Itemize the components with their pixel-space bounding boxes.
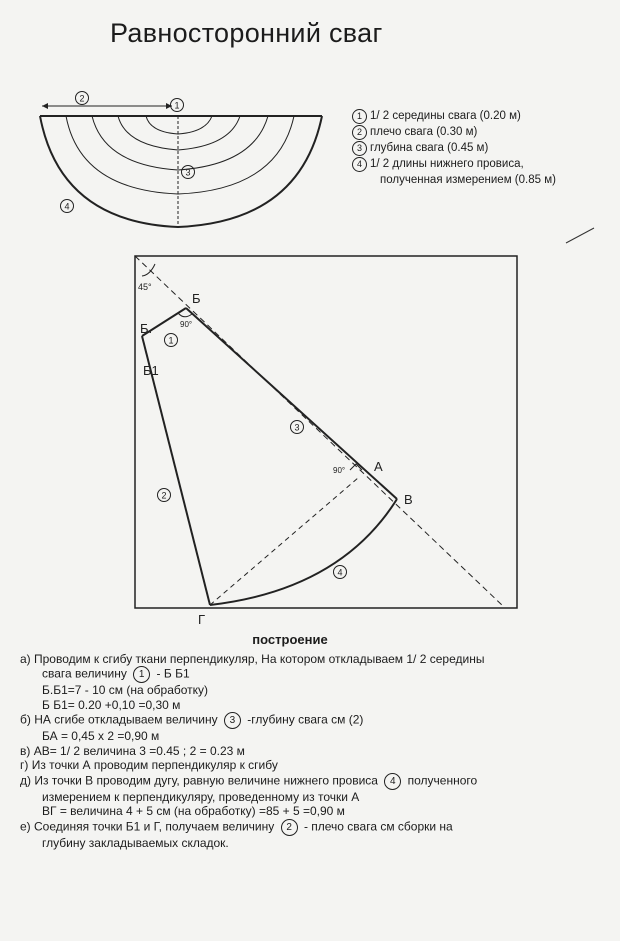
point-B1-label: Б1: [143, 363, 159, 378]
step-b-circle: 3: [224, 712, 241, 729]
construction-steps: [20, 633, 610, 850]
point-G-label: Г: [198, 612, 206, 627]
step-a-line4: Б Б1= 0.20 +0,10 =0,30 м: [42, 697, 181, 712]
segment-B-V: [186, 308, 397, 499]
step-a-line2: [20, 666, 610, 683]
legend-num-3: 3: [352, 141, 367, 156]
legend-text-3: глубина свага (0.45 м): [370, 142, 489, 154]
step-d-line1-pre: д) Из точки В проводим дугу, равную величине нижнего провиса: [20, 773, 378, 788]
top-label-3: 3: [185, 167, 191, 178]
step-b-line1-pre: б) НА сгибе откладываем величину: [20, 712, 218, 727]
angle-arc-45: [142, 264, 155, 276]
arc-1: [118, 116, 240, 150]
angle-45-label: 45°: [138, 282, 152, 292]
angle-A-label: 90°: [333, 466, 346, 475]
legend-text-4: 1/ 2 длины нижнего провиса,: [370, 158, 524, 170]
angle-mark-B: [178, 313, 192, 317]
arc-V-G: [210, 499, 397, 605]
legend-num-1: 1: [352, 109, 367, 124]
step-d-line3: ВГ = величина 4 + 5 см (на обработку) =85 + 5 =0,90 м: [42, 804, 345, 818]
step-d-line1-post: полученного: [407, 773, 478, 788]
legend-text-4-cont: полученная измерением (0.85 м): [380, 174, 556, 186]
step-e-circle: 2: [281, 819, 298, 836]
pattern-frame: [135, 256, 517, 608]
legend-item-3: [352, 140, 556, 156]
point-B-label: Б: [192, 291, 201, 306]
fold-diagonal: [135, 256, 503, 606]
step-a-line3: Б.Б1=7 - 10 см (на обработку): [42, 683, 209, 697]
pattern-seg-3: 3: [294, 422, 300, 433]
step-e-line1-pre: е) Соединяя точки Б1 и Г, получаем величину: [20, 819, 275, 834]
legend-item-4: [352, 156, 556, 172]
point-B-fold-label: Б.: [140, 321, 153, 336]
step-b-line1: [20, 712, 610, 729]
step-e-line1: [20, 819, 610, 836]
legend-item-2: [352, 124, 556, 140]
point-A-label: А: [374, 459, 383, 474]
step-e-line1-post: - плечо свага см сборки на: [303, 819, 453, 834]
top-label-4: 4: [64, 201, 70, 212]
step-d-line2: измерением к перпендикуляру, проведенному из точки А: [42, 789, 360, 804]
step-e-line2: глубину закладываемых складок.: [42, 835, 229, 850]
arc-2: [92, 116, 268, 170]
pattern-seg-2: 2: [161, 490, 167, 501]
step-d-line1: [20, 773, 610, 790]
legend-text-2: плечо свага (0.30 м): [370, 126, 478, 138]
pattern-seg-1: 1: [168, 335, 174, 346]
step-a-line1: а) Проводим к сгибу ткани перпендикуляр, На котором откладываем 1/ 2 середины: [20, 651, 485, 666]
step-a-line2-pre: свага величину: [42, 666, 127, 681]
outer-arc: [40, 116, 322, 227]
page-title: Равносторонний сваг: [110, 18, 383, 48]
step-a-circle: 1: [133, 666, 150, 683]
perpendicular-from-A: [210, 478, 358, 605]
step-a-line2-post: - Б Б1: [156, 666, 190, 681]
construction-heading: построение: [252, 632, 328, 647]
step-b-line2: БА = 0,45 х 2 =0,90 м: [42, 729, 160, 743]
legend-num-2: 2: [352, 125, 367, 140]
pattern-diagram: [135, 256, 517, 608]
step-g: г) Из точки А проводим перпендикуляр к сгибу: [20, 758, 278, 772]
step-v: в) АВ= 1/ 2 величина 3 =0.45 ; 2 = 0.23 м: [20, 743, 245, 758]
legend: [352, 108, 556, 188]
angle-B-label: 90°: [180, 320, 193, 329]
top-label-1: 1: [174, 100, 180, 111]
step-d-circle: 4: [384, 773, 401, 790]
legend-num-4: 4: [352, 157, 367, 172]
arc-3: [66, 116, 294, 194]
legend-text-1: 1/ 2 середины свага (0.20 м): [370, 110, 521, 122]
point-V-label: В: [404, 492, 413, 507]
top-label-2: 2: [79, 93, 85, 104]
top-swag-diagram: [40, 92, 322, 229]
step-b-line1-post: -глубину свага см (2): [247, 712, 364, 727]
legend-item-1: [352, 108, 556, 124]
pattern-seg-4: 4: [337, 567, 343, 578]
stray-pen-mark: [566, 228, 594, 243]
arc-0: [146, 116, 212, 134]
